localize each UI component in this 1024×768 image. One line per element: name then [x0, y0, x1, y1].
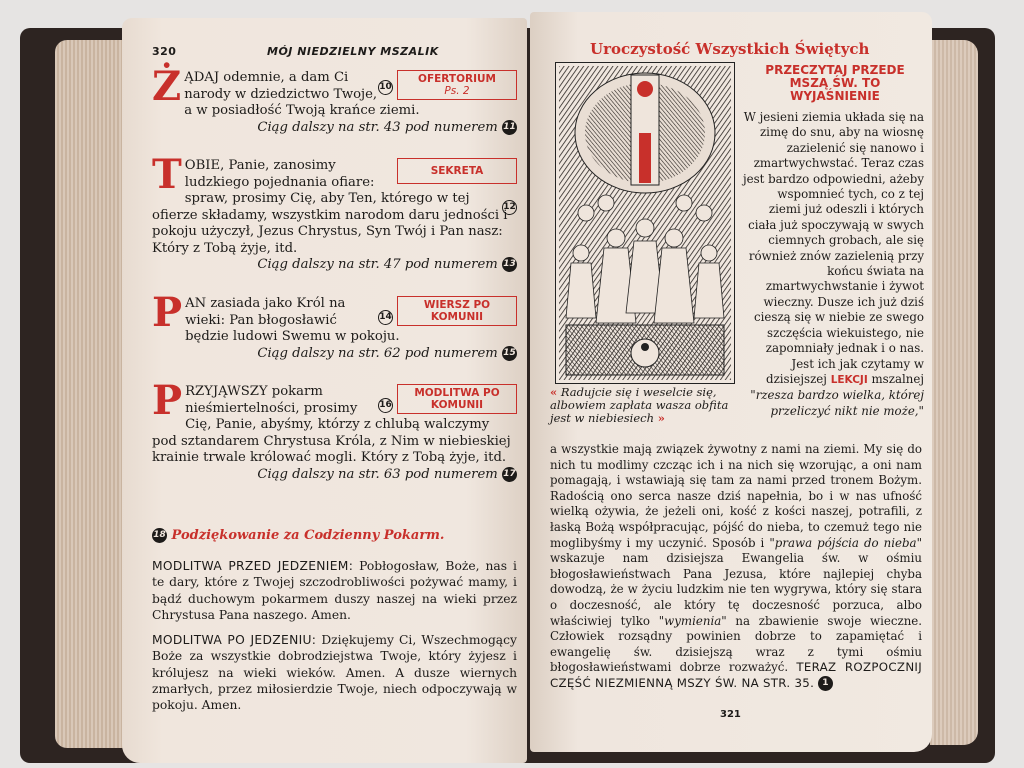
feast-title: Uroczystość Wszystkich Świętych — [590, 40, 870, 58]
dropcap: Ż — [152, 63, 182, 110]
offertory-sublabel: Ps. 2 — [444, 85, 470, 97]
exchange-quote: "wymienia" — [658, 613, 727, 628]
all-saints-engraving — [555, 62, 735, 384]
heaven-quote: "prawa pójścia do nieba" — [769, 535, 923, 550]
thanks-title: Podziękowanie za Codzienny Pokarm. — [171, 528, 445, 543]
offertory-section — [152, 63, 517, 136]
lekcji-word: LEKCJI — [830, 373, 868, 386]
right-page — [530, 12, 932, 752]
communion-verse-section — [152, 289, 517, 362]
number-badge: 12 — [502, 200, 517, 217]
thanks-heading — [152, 528, 444, 543]
continuation: Ciąg dalszy na str. 63 pod numerem 17 — [257, 466, 516, 482]
secret-text: OBIE, Panie, zanosimy ludzkiego pojednania ofiare: spraw, prosimy Cię, aby Ten, którego w tej ofierze składamy, wszystkim narodom daru jedności i pokoju użyczył, Jezus Chrystus, Syn Twój i Pan nasz: Który z Tobą żyje, itd. — [152, 158, 508, 256]
explanation-body — [550, 442, 922, 692]
continuation: Ciąg dalszy na str. 43 pod numerem 11 — [257, 119, 516, 135]
running-title: MÓJ NIEDZIELNY MSZALIK — [267, 45, 439, 58]
prayer-before-heading: MODLITWA PRZED JEDZENIEM: — [152, 559, 354, 573]
engraving-illustration — [556, 63, 734, 383]
offertory-label — [397, 70, 517, 100]
caption-close-quote: » — [657, 411, 665, 425]
prayer-after-meal — [152, 632, 517, 713]
body-start: a wszystkie mają związek żywotny z nami na ziemi. My się do nich tu modlimy czcząc ich i na nich się wzorując, a oni nam pomagają, i wstawiają się tam za nami przed tronem Bożym. Radością ono serca nasze dziś napełnia, bo i w nas ufność wielką ożywia, że jeżeli oni, kość z kości naszej, potrafili, z łaską Bożą współpracując, pójść do nieba, to czemuż tego nie moglibyśmy i my uczynić. Sposób i — [550, 442, 922, 550]
prayer-after-heading: MODLITWA PO JEDZENIU: — [152, 633, 317, 647]
column-tail: mszalnej — [871, 371, 924, 386]
postcommunion-text: RZYJĄWSZY pokarm nieśmiertelności, prosimy Cię, Panie, abyśmy, którzy z chlubą walczymy pod sztandarem Chrystusa Króla, z Nim w niebieskiej krainie trwale królować mogli. Który z Tobą żyje, itd. — [152, 384, 511, 465]
caption-open-quote: « — [550, 385, 558, 399]
prayer-before-meal — [152, 558, 517, 623]
continuation: Ciąg dalszy na str. 47 pod numerem 13 — [257, 257, 516, 272]
offertory-text: ĄDAJ odemnie, a dam Ci narody w dziedzictwo Twoje, a w posiadłość Twoją krańce ziemi. — [184, 70, 420, 118]
column-text: W jesieni ziemia układa się na zimę do snu, aby na wiosnę zazielenić się nanowo i zmartwychwstać. Teraz czas jest bardzo odpowiedni, ażeby wspomnieć tych, co z tej ziemi już odeszli i których ciała już spoczywają w swych ciemnych grobach, ale się również znów zazielenią przy końcu świata na zmartwychwstanie i żywot wieczny. Dusze ich już dziś cieszą się w niebie ze swego szczęścia wiekuistego, nie zapomniały jednak i o nas. Jest ich jak czytamy w dzisiejszej — [742, 110, 924, 386]
number-badge: 16 — [378, 398, 393, 415]
right-page-number: 321 — [720, 709, 741, 720]
body-mid: wskazuje nam dzisiejsza Ewangelia św. w ośmiu błogosławieństwach Pana Jezusa, które najlepiej chyba dowodzą, że w życiu ludzkim nie ten wygrywa, który się stara o doczesność, ale który tę doczesność porzuca, albo właściwiej tylko — [550, 551, 922, 628]
postcommunion-section — [152, 377, 517, 483]
number-badge: 14 — [378, 310, 393, 327]
final-number: 1 — [818, 676, 833, 691]
prayer-before-text: Pobłogosław, Boże, nas i te dary, które z Twojej szczodrobliwości pożywać mamy, i bądź duchowym pokarmem duszy naszej na wieki przez Chrystusa Pana naszego. Amen. — [152, 559, 517, 622]
offertory-label-text: OFERTORIUM — [418, 73, 496, 85]
right-page-edges — [930, 40, 978, 745]
dropcap: P — [152, 377, 183, 424]
body-end: na zbawienie swoje wieczne. Człowiek rozsądny powinien dobrze to zapamiętać i ewangelię św. dzisiejszą wraz z tymi ośmiu błogosławieństwami dobrze rozważyć. — [550, 613, 923, 675]
left-page — [122, 18, 527, 763]
postcommunion-label: MODLITWA PO KOMUNII — [397, 384, 517, 414]
dropcap: P — [152, 289, 183, 336]
secret-label: SEKRETA — [397, 158, 517, 184]
final-instruction: TERAZ ROZPOCZNIJ CZĘŚĆ NIEZMIENNĄ MSZY ŚW. NA STR. 35. — [550, 660, 922, 690]
communion-verse-text: AN zasiada jako Król na wieki: Pan błogosławić będzie ludowi Swemu w pokoju. — [185, 296, 400, 344]
number-badge: 10 — [378, 80, 393, 97]
caption-text: Radujcie się i weselcie się, albowiem zapłata wasza obfita jest w niebiesiech — [550, 385, 729, 425]
dropcap: T — [152, 151, 182, 198]
secret-section — [152, 151, 517, 274]
left-page-number: 320 — [152, 45, 177, 58]
communion-verse-label: WIERSZ PO KOMUNII — [397, 296, 517, 326]
explanation-heading: PRZECZYTAJ PRZEDE MSZĄ ŚW. TO WYJAŚNIENIE — [765, 63, 905, 103]
crowd-quote: "rzesza bardzo wielka, której przeliczyć nikt nie może," — [750, 388, 924, 418]
explanation-column — [742, 110, 924, 419]
engraving-caption — [550, 386, 740, 425]
thanks-number: 18 — [152, 528, 167, 543]
prayer-after-text: Dziękujemy Ci, Wszechmogący Boże za wszystkie dobrodziejstwa Twoje, który żyjesz i królujesz na wieki wieków. Amen. A dusze wiernych zmarłych, przez miłosierdzie Twoje, niech odpoczywają w pokoju. Amen. — [152, 633, 517, 713]
continuation: Ciąg dalszy na str. 62 pod numerem 15 — [257, 345, 516, 361]
